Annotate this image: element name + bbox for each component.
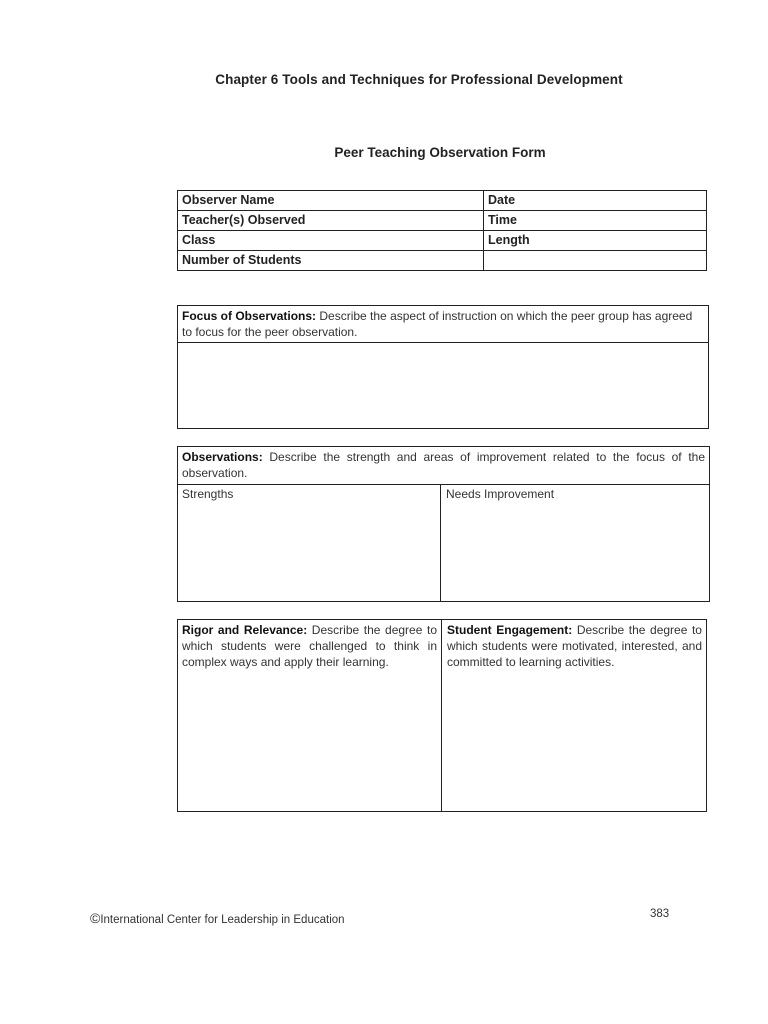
needs-improvement-label: Needs Improvement [446, 487, 555, 501]
observer-name-field[interactable]: Observer Name [178, 191, 484, 211]
table-row [178, 231, 707, 251]
divider [178, 342, 708, 343]
rigor-answer-area[interactable] [178, 692, 440, 811]
date-field[interactable]: Date [484, 191, 707, 211]
rigor-header [178, 620, 440, 672]
form-title: Peer Teaching Observation Form [334, 145, 546, 160]
length-field[interactable]: Length [484, 231, 707, 251]
rigor-engagement-section [177, 619, 707, 812]
focus-answer-area[interactable] [178, 344, 708, 428]
rigor-description: Describe the degree to which students were challenged to think in complex ways and apply their learning. [182, 623, 437, 669]
focus-header [178, 306, 708, 342]
teachers-observed-field[interactable]: Teacher(s) Observed [178, 211, 484, 231]
copyright-symbol: © [90, 910, 101, 926]
rigor-label: Rigor and Relevance: [182, 623, 308, 637]
engagement-answer-area[interactable] [443, 692, 706, 811]
focus-label: Focus of Observations: [182, 309, 317, 323]
divider [441, 620, 442, 811]
empty-field[interactable] [484, 251, 707, 271]
engagement-label: Student Engagement: [447, 623, 573, 637]
class-field[interactable]: Class [178, 231, 484, 251]
number-of-students-field[interactable]: Number of Students [178, 251, 484, 271]
engagement-description: Describe the degree to which students were motivated, interested, and committed to learning activities. [447, 623, 702, 669]
strengths-label: Strengths [182, 487, 234, 501]
focus-section [177, 305, 709, 429]
needs-improvement-answer-area[interactable] [442, 486, 709, 601]
chapter-heading: Chapter 6 Tools and Techniques for Professional Development [215, 72, 623, 87]
engagement-header [443, 620, 706, 672]
observations-label: Observations: [182, 450, 263, 464]
observations-header [178, 447, 709, 483]
page-number: 383 [650, 908, 670, 920]
strengths-answer-area[interactable] [178, 486, 440, 601]
observations-description: Describe the strength and areas of improvement related to the focus of the observation. [182, 450, 705, 480]
info-table [177, 190, 707, 271]
table-row [178, 211, 707, 231]
divider [178, 484, 709, 485]
time-field[interactable]: Time [484, 211, 707, 231]
copyright-text: International Center for Leadership in Education [100, 914, 345, 926]
table-row [178, 251, 707, 271]
observations-section [177, 446, 710, 602]
copyright-notice [90, 910, 345, 926]
focus-description: Describe the aspect of instruction on which the peer group has agreed to focus for the peer observation. [182, 309, 693, 339]
table-row [178, 191, 707, 211]
divider [440, 484, 441, 601]
